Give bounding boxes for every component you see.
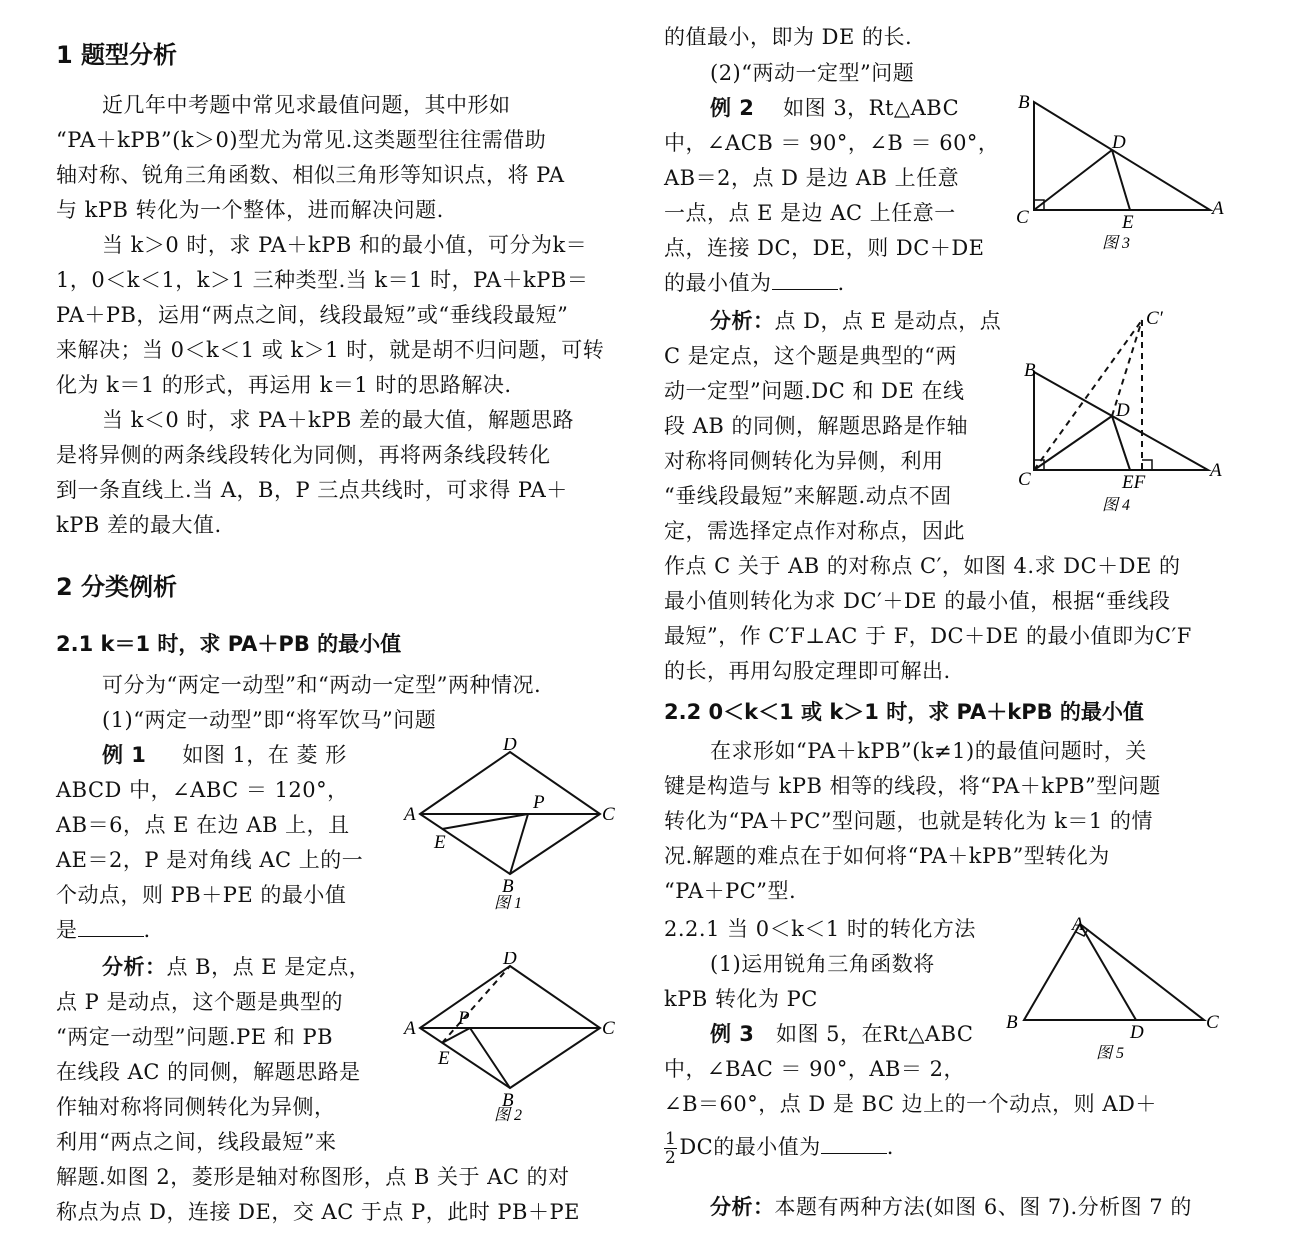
text-line: 利用“两点之间，线段最短”来 [56, 1130, 337, 1154]
paragraph-2-2 [664, 734, 1224, 909]
text-line: 如图 3，Rt△ABC [783, 96, 960, 120]
text-line: kPB 转化为 PC [664, 987, 818, 1011]
subsection-heading-2-2: 2.2 0＜k＜1 或 k＞1 时，求 PA＋kPB 的最小值 [664, 700, 1144, 724]
text-line: 1，0＜k＜1，k＞1 三种类型.当 k＝1 时，PA＋kPB＝ [56, 268, 589, 292]
text-line: PA＋PB，运用“两点之间，线段最短”或“垂线段最短” [56, 303, 569, 327]
text-line: 本题有两种方法(如图 6、图 7).分析图 7 的 [774, 1195, 1192, 1219]
text-line: 的长，再用勾股定理即可解出. [664, 659, 951, 683]
vertex-label-E: E [438, 1048, 450, 1069]
vertex-label-D: D [503, 738, 517, 755]
vertex-label-A: A [404, 1018, 416, 1039]
text-line: 点 D，点 E 是动点，点 [774, 309, 1002, 333]
text-line: 个动点，则 PB＋PE 的最小值 [56, 883, 347, 907]
example-label: 例 1 [102, 743, 147, 767]
analysis-1 [56, 950, 580, 1230]
figure-4 [1012, 300, 1232, 524]
text-line: 定，需选择定点作对称点，因此 [664, 519, 965, 543]
fraction-denominator: 2 [665, 1148, 677, 1168]
answer-blank [821, 1135, 887, 1154]
example-2: 例 2 如图 3，Rt△ABC 中，∠ACB ＝ 90°，∠B ＝ 60°， AB＝2，点 D 是边 AB 上任意 一点，点 E 是边 AC 上任意一 点，连接 DC，DE，则 DC＋DE 的最小值为 . [664, 91, 1004, 301]
figure-caption: 图 2 [494, 1107, 523, 1124]
text-line: 如图 5，在Rt△ABC [775, 1022, 974, 1046]
section-heading-2: 2 分类例析 [56, 573, 178, 601]
section-heading-1: 1 题型分析 [56, 41, 178, 69]
example-1: 例 1 如图 1，在 菱 形 ABCD 中，∠ABC ＝ 120°， AB＝6，点 E 在边 AB 上，且 AE＝2，P 是对角线 AC 上的一 个动点，则 PB＋PE 的最小值 是 . [56, 738, 396, 948]
text-line: 中，∠BAC ＝ 90°，AB＝ 2， [664, 1057, 965, 1081]
figure-caption: 图 1 [494, 895, 523, 912]
text-line: (1)运用锐角三角函数将 [710, 952, 935, 976]
vertex-label-A: A [1212, 198, 1224, 219]
text-line: 点 P 是动点，这个题是典型的 [56, 990, 343, 1014]
fraction-numerator: 1 [665, 1129, 677, 1149]
vertex-label-C: C [1018, 469, 1031, 490]
vertex-label-EF: EF [1122, 472, 1146, 493]
figure-1 [400, 738, 620, 922]
subsubsection-heading: 2.2.1 当 0＜k＜1 时的转化方法 [664, 917, 976, 941]
text-line: 来解决；当 0＜k＜1 或 k＞1 时，就是胡不归问题，可转 [56, 338, 605, 362]
figure-5 [1004, 912, 1224, 1076]
figure-caption: 图 3 [1102, 235, 1131, 252]
vertex-label-C: C [1206, 1012, 1219, 1033]
text-line: “两定一动型”问题.PE 和 PB [56, 1025, 334, 1049]
text-line: 化为 k＝1 的形式，再运用 k＝1 时的思路解决. [56, 373, 512, 397]
figure-caption: 图 4 [1102, 497, 1131, 514]
text-line: “垂线段最短”来解题.动点不固 [664, 484, 952, 508]
text-line: 最短”，作 C′F⊥AC 于 F，DC＋DE 的最小值即为C′F [664, 624, 1192, 648]
text-line: 点 B，点 E 是定点， [166, 955, 371, 979]
text-line: ABCD 中，∠ABC ＝ 120°， [56, 778, 349, 802]
text-line: “PA＋kPB”(k＞0)型尤为常见.这类题型往往需借助 [56, 128, 547, 152]
section-2-2-1 [664, 912, 1004, 1087]
text-line: 解题.如图 2，菱形是轴对称图形，点 B 关于 AC 的对 [56, 1165, 570, 1189]
text-line: “PA＋PC”型. [664, 879, 797, 903]
text-line: AB＝6，点 E 在边 AB 上，且 [56, 813, 350, 837]
vertex-label-P: P [458, 1008, 470, 1029]
text-line: 称点为点 D，连接 DE，交 AC 于点 P，此时 PB＋PE [56, 1200, 580, 1224]
vertex-label-C: C [602, 804, 615, 825]
analysis-label: 分析： [102, 955, 167, 979]
fraction [664, 1130, 677, 1167]
vertex-label-A: A [1210, 460, 1222, 481]
analysis-label: 分析： [710, 309, 775, 333]
text-line: 如图 1，在 菱 形 [182, 743, 347, 767]
vertex-label-C: C [602, 1018, 615, 1039]
text-line: 转化为“PA＋PC”型问题，也就是转化为 k＝1 的情 [664, 809, 1153, 833]
text-line: AB＝2，点 D 是边 AB 上任意 [664, 166, 960, 190]
vertex-label-P: P [533, 792, 545, 813]
text-line: 作点 C 关于 AB 的对称点 C′，如图 4.求 DC＋DE 的 [664, 554, 1181, 578]
analysis-label: 分析： [710, 1195, 775, 1219]
text-line: 一点，点 E 是边 AC 上任意一 [664, 201, 956, 225]
vertex-label-A: A [1072, 914, 1084, 935]
vertex-label-E: E [1122, 212, 1134, 233]
text-line: 当 k＞0 时，求 PA＋kPB 和的最小值，可分为k＝ [102, 233, 588, 257]
text-line: 键是构造与 kPB 相等的线段，将“PA＋kPB”型问题 [664, 774, 1161, 798]
text-line: DC的最小值为 [679, 1135, 821, 1159]
text-line: 与 kPB 转化为一个整体，进而解决问题. [56, 198, 444, 222]
text-line: kPB 差的最大值. [56, 513, 222, 537]
text-line: 中，∠ACB ＝ 90°，∠B ＝ 60°， [664, 131, 1000, 155]
text-line: 作轴对称将同侧转化为异侧， [56, 1095, 336, 1119]
figure-3 [1010, 90, 1230, 264]
vertex-label-C-prime: C′ [1146, 308, 1163, 329]
vertex-label-E: E [434, 832, 446, 853]
text-line: (2)“两动一定型”问题 [710, 61, 915, 85]
text-line: 况.解题的难点在于如何将“PA＋kPB”型转化为 [664, 844, 1110, 868]
vertex-label-B: B [502, 1090, 514, 1111]
text-line: 当 k＜0 时，求 PA＋kPB 差的最大值，解题思路 [102, 408, 574, 432]
figure-caption: 图 5 [1096, 1045, 1125, 1062]
vertex-label-B: B [502, 876, 514, 897]
example-label: 例 2 [710, 96, 755, 120]
vertex-label-A: A [404, 804, 416, 825]
text-line: 是将异侧的两条线段转化为同侧，再将两条线段转化 [56, 443, 551, 467]
text-line: (1)“两定一动型”即“将军饮马”问题 [102, 708, 437, 732]
text-line: 近几年中考题中常见求最值问题，其中形如 [102, 93, 511, 117]
vertex-label-D: D [1112, 132, 1126, 153]
text-line: 在线段 AC 的同侧，解题思路是 [56, 1060, 361, 1084]
paragraph-intro [56, 88, 616, 543]
text-line: 动一定型”问题.DC 和 DE 在线 [664, 379, 965, 403]
text-line: 段 AB 的同侧，解题思路是作轴 [664, 414, 968, 438]
text-line: 最小值则转化为求 DC′＋DE 的最小值，根据“垂线段 [664, 589, 1171, 613]
text-line: 可分为“两定一动型”和“两动一定型”两种情况. [102, 673, 542, 697]
vertex-label-D: D [1130, 1022, 1144, 1043]
text-line: 在求形如“PA＋kPB”(k≠1)的最值问题时，关 [710, 739, 1147, 763]
text-line: 对称将同侧转化为异侧，利用 [664, 449, 944, 473]
fraction-line: $\frac{1}{2}$ DC的最小值为 . [665, 1129, 894, 1168]
vertex-label-B: B [1018, 92, 1030, 113]
text-line: C 是定点，这个题是典型的“两 [664, 344, 957, 368]
text-line: 轴对称、锐角三角函数、相似三角形等知识点，将 PA [56, 163, 565, 187]
vertex-label-B: B [1024, 360, 1036, 381]
vertex-label-B: B [1006, 1012, 1018, 1033]
text-line: 的最小值为 [664, 271, 772, 295]
vertex-label-D: D [503, 952, 517, 969]
text-line: 是 [56, 918, 78, 942]
vertex-label-C: C [1016, 207, 1029, 228]
text-line: 点，连接 DC，DE，则 DC＋DE [664, 236, 985, 260]
subsection-heading-2-1: 2.1 k＝1 时，求 PA＋PB 的最小值 [56, 632, 402, 656]
vertex-label-D: D [1116, 400, 1130, 421]
text-line: 的值最小，即为 DE 的长. [664, 25, 913, 49]
text-line: 到一条直线上.当 A，B，P 三点共线时，可求得 PA＋ [56, 478, 568, 502]
figure-2 [400, 952, 620, 1136]
answer-blank [772, 271, 838, 290]
answer-blank [78, 918, 144, 937]
text-line: AE＝2，P 是对角线 AC 上的一 [56, 848, 364, 872]
text-line: ∠B＝60°，点 D 是 BC 边上的一个动点，则 AD＋ [664, 1092, 1157, 1116]
example-label: 例 3 [710, 1022, 755, 1046]
